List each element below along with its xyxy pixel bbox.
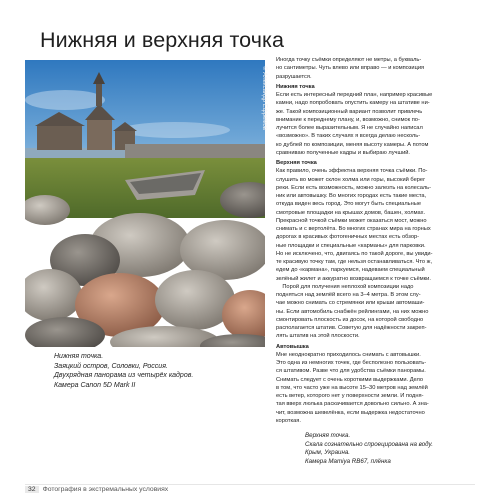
body-text-column: [276, 56, 481, 425]
heading-high-point: Верхняя точка: [276, 160, 317, 166]
photo-credit: © Александр Ефремов: [261, 66, 267, 131]
paragraph-low-point: Если есть интересный передний план, например красивые камни, надо попробовать опустить камеру на штативе ни- же. Такой композиционный вариант позволит привлечь внимание к переднему плану, и, возможно, снимок по- лучится более выразительным. Я не случайно написал «возможно». В таких случаях я всегда делаю несколь- ко дублей по композиции, меняя высоту камеры. А потом сравниваю полученные кадры и выбираю лучший.: [276, 92, 433, 156]
footer-divider: [25, 484, 475, 485]
heading-aerial-lift: Автовышка: [276, 343, 309, 350]
page-title: Нижняя и верхняя точка: [40, 28, 285, 52]
paragraph-high-point: Как правило, очень эффектна верхняя точка съёмки. По- слушить во может склон холма или горы, высокий берег реки. Если есть возможность, можно залезть на колесаль- ник или автовышку. Во многих городах есть такие места, откуда виден весь город. Это могут быть специальные смотровые площадки на крышах домов, башен, холмах. Прекрасной точкой съёмки может оказаться мост, можно снимать и с вертолёта. Во многих странах мира на горных дорогах в красивых фотогеничных местах есть обзор- ные площадки и специальные «карманы» для парковки. Но не исключено, что, двигаясь по такой дороге, вы увиди- те красивую точку там, где нельзя останавливаться. Что ж, едем до «кармана», паркуемся, надеваем специальный зелёный жилет и аккуратно возвращаемся к точке съёмки. Порой для получения неплохой композиции надо подняться над землёй всего на 3–4 метра. В этом слу- чае можно снимать со стремянки или крыши автомаши- ны. Если автомобиль снабжён рейлингами, на них можно смонтировать плоскость из досок, на которой свободно располагается штатив. Советую для надёжности закреп- лять штатив на этой плоскости.: [276, 168, 433, 340]
paragraph-aerial-lift: Мне неоднократно приходилось снимать с автовышки. Это одна из немногих точек, где бесполезно пользовать- ся штативом. Разве что для удобства съёмки панорамы. Снимать следует с очень короткими выдержками. Дело в том, что часто уже на высоте 15–30 метров над землёй есть ветер, которого нет у поверхности земли. И подня- тая вверх люлька раскачивается довольно сильно. А зна- чит, возможна шевелёнка, если выдержка недостаточно короткая.: [276, 351, 429, 424]
page-number: 32: [25, 486, 39, 493]
caption-lower-point: Нижняя точка. Заяцкий остров, Соловки, Россия. Двухрядная панорама из четырёх кадров. Камера Canon 5D Mark II: [54, 353, 194, 389]
intro-paragraph: Иногда точку съёмки определяют не метры, а букваль- но сантиметры. Чуть влево или вправо — и композиция разрушается.: [276, 57, 425, 80]
footer-book-title: Фотография в экстремальных условиях: [42, 486, 169, 493]
heading-low-point: Нижняя точка: [276, 83, 315, 90]
caption-high-point: Верхняя точка. Скала сознательно спроецирована на воду. Крым, Украина. Камера Mamiya RB67, плёнка: [305, 432, 433, 465]
photo-lower-point: [25, 60, 265, 347]
page-footer: [25, 486, 168, 493]
